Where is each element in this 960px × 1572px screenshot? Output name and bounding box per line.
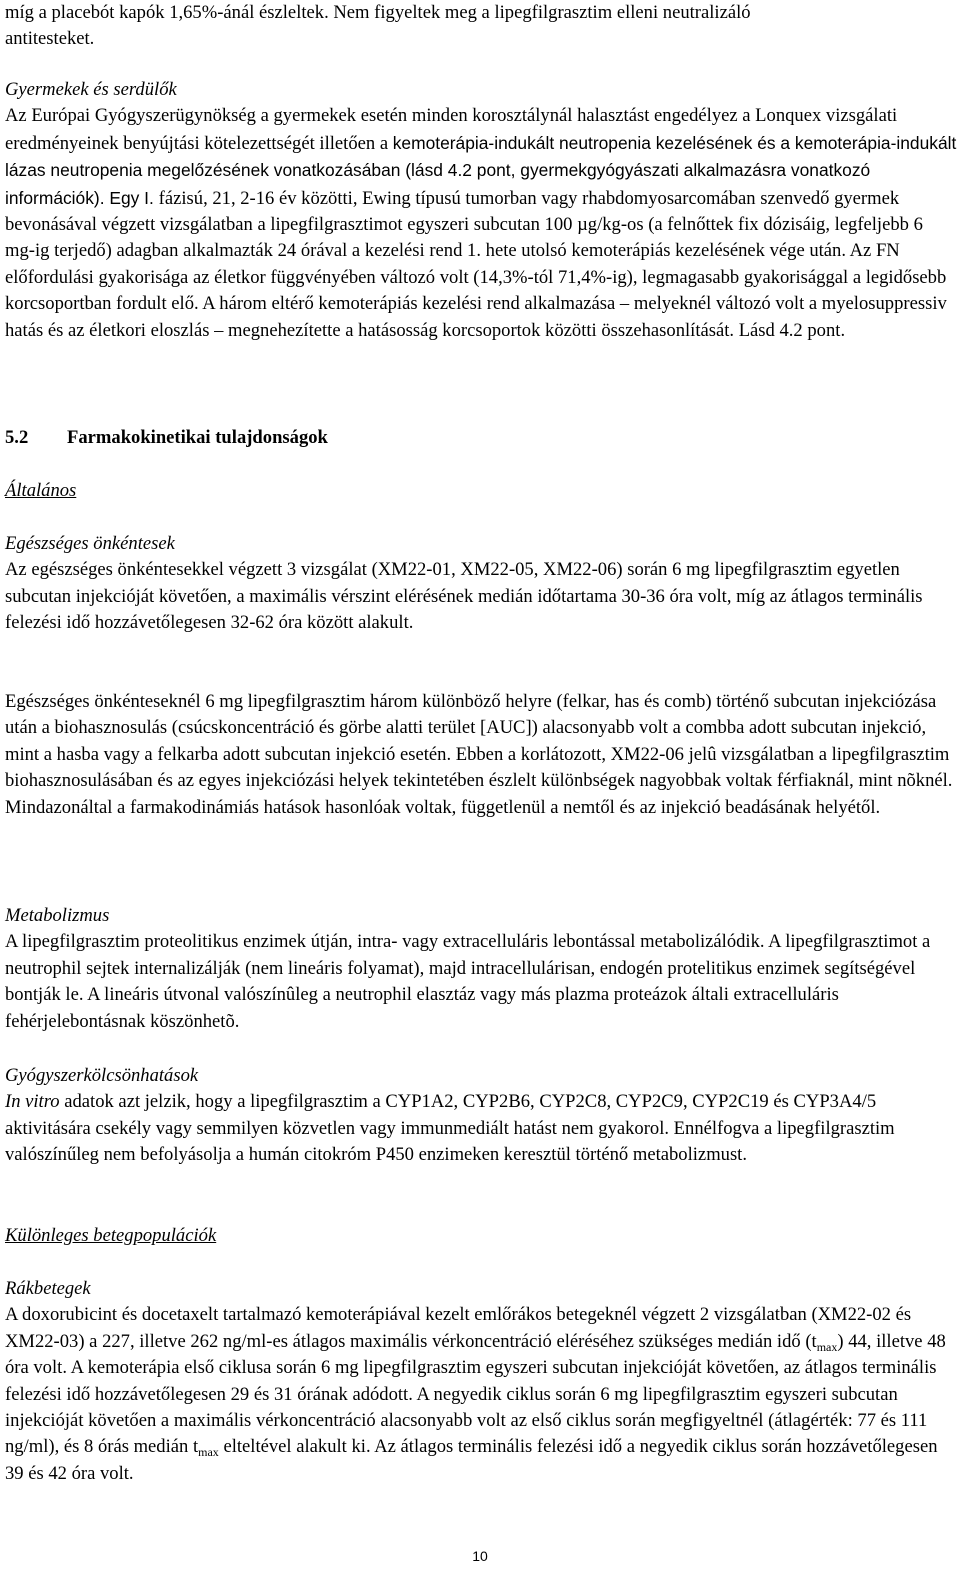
pediatric-paragraph (5, 103, 957, 344)
pediatric-heading: Gyermekek és serdülők (5, 79, 177, 100)
cancer-patients-heading: Rákbetegek (5, 1278, 91, 1299)
intro-line-1: míg a placebót kapók 1,65%-ánál észleltek. Nem figyeltek meg a lipegfilgrasztim elleni neutralizáló (5, 2, 751, 23)
healthy-volunteers-block (5, 531, 957, 637)
interactions-block (5, 1063, 957, 1169)
tmax-subscript-2: max (198, 1445, 219, 1460)
page-number: 10 (472, 1548, 488, 1564)
intro-paragraph (5, 0, 957, 53)
cancer-patients-paragraph (5, 1302, 957, 1487)
metabolism-block (5, 903, 957, 1035)
pediatric-text-serif: Az Európai Gyógyszerügynökség a gyermekek esetén minden korosztálynál halasztást engedélyez a Lonquex vizsgálati eredményeinek benyújtási kötelezettségét illetően a (5, 105, 898, 154)
section-title: Farmakokinetikai tulajdonságok (67, 427, 328, 448)
cancer-patients-block (5, 1276, 957, 1487)
section-heading (5, 425, 957, 451)
general-heading: Általános (5, 480, 77, 501)
general-heading-block (5, 478, 957, 504)
metabolism-paragraph: A lipegfilgrasztim proteolitikus enzimek útján, intra- vagy extracelluláris lebontással metabolizálódik. A lipegfilgrasztimot a neutrophil sejtek internalizálják (nem lineáris folyamat), majd intracellulárisan, endogén protelitikus enzimek segítségével bontják le. A lineáris útvonal valószínûleg a neutrophil elasztáz vagy más plazma proteázok általi extracelluláris fehérjelebontásnak köszönhetõ. (5, 931, 931, 1032)
cancer-text-b: ) 44, illetve 48 óra volt. A kemoterápia első ciklusa során 6 mg lipegfilgrasztim egyszeri subcutan injekcióját követően, az átlagos terminális felezési idő hozzávetőlegesen 29 és 31 órának adódott. A negyedik ciklus során 6 mg lipegfilgrasztim egyszeri subcutan injekcióját követően a maximális vérkoncentráció alacsonyabb volt az első ciklus során megfigyeltnél (átlagérték: 77 és 111 ng/ml), és 8 órás medián t (5, 1330, 946, 1458)
interactions-paragraph (5, 1089, 957, 1168)
pediatric-section (5, 77, 957, 344)
interactions-text: adatok azt jelzik, hogy a lipegfilgrasztim a CYP1A2, CYP2B6, CYP2C8, CYP2C9, CYP2C19 és CYP3A4/5 aktivitására csekély vagy semmilyen közvetlen vagy immunmediált hatást nem gyakorol. Ennélfogva a lipegfilgrasztim valószínűleg nem befolyásolja a humán citokróm P450 enzimeken keresztül történő metabolizmust. (5, 1091, 895, 1166)
intro-line-2: antitesteket. (5, 28, 95, 50)
bioavailability-block (5, 689, 957, 821)
metabolism-heading: Metabolizmus (5, 905, 110, 926)
special-populations-heading-block (5, 1223, 957, 1249)
pediatric-text-rest: fázisú, 21, 2-16 év közötti, Ewing típusú tumorban vagy rhabdomyosarcomában szenvedő gyermek bevonásával végzett vizsgálatban a lipegfilgrasztimot egyszeri subcutan 100 µg/kg-os (a felnőttek fix dózisáig, legfeljebb 6 mg-ig terjedő) adagban alkalmazták 24 órával a kezelési rend 1. hete utolsó kemoterápiás kezelésének vége után. Az FN előfordulási gyakorisága az életkor függvényében változó volt (14,3%-tól 71,4%-ig), legmagasabb gyakorisággal a legidősebb korcsoportban fordult elő. A három eltérő kemoterápiás kezelési rend alkalmazása – melyeknél változó volt a myelosuppressiv hatás és az életkori eloszlás – megnehezítette a hatásosság korcsoportok közötti összehasonlítását. Lásd 4.2 pont. (5, 187, 947, 341)
special-populations-heading: Különleges betegpopulációk (5, 1225, 217, 1246)
healthy-volunteers-paragraph: Az egészséges önkéntesekkel végzett 3 vizsgálat (XM22-01, XM22-05, XM22-06) során 6 mg lipegfilgrasztim egyetlen subcutan injekcióját követően, a maximális vérszint elérésének medián időtartama 30-36 óra volt, míg az átlagos terminális felezési idő hozzávetőlegesen 32-62 óra között alakult. (5, 559, 923, 634)
cancer-text-a: A doxorubicint és docetaxelt tartalmazó kemoterápiával kezelt emlőrákos betegeknél végzett 2 vizsgálatban (XM22-02 és XM22-03) a 227, illetve 262 ng/ml-es átlagos maximális vérkoncentráció eléréséhez szükséges medián idő (t (5, 1304, 912, 1352)
bioavailability-paragraph: Egészséges önkénteseknél 6 mg lipegfilgrasztim három különböző helyre (felkar, has és comb) történő subcutan injekciózása után a biohasznosulás (csúcskoncentráció és görbe alatti terület [AUC]) alacsonyabb volt a combba adott subcutan injekció, mint a hasba vagy a felkarba adott subcutan injekció esetén. Ebben a korlátozott, XM22-06 jelû vizsgálatban a lipegfilgrasztim biohasznosulásában és az egyes injekciózási helyek tekintetében észlelt különbségek nagyobbak voltak férfiaknál, mint nõknél. Mindazonáltal a farmakodinámiás hatások hasonlóak voltak, függetlenül a nemtől és az injekció beadásának helyétől. (5, 691, 953, 818)
interactions-heading: Gyógyszerkölcsönhatások (5, 1065, 199, 1086)
healthy-volunteers-heading: Egészséges önkéntesek (5, 533, 175, 554)
section-number: 5.2 (5, 427, 29, 448)
tmax-subscript-1: max (816, 1339, 838, 1354)
in-vitro-text: In vitro (5, 1091, 60, 1113)
cancer-text-c: elteltével alakult ki. Az átlagos terminális felezési idő a negyedik ciklus során hozzávetőlegesen 39 és 42 óra volt. (5, 1436, 938, 1484)
pediatric-text-sans: kemoterápia-indukált neutropenia kezelésének és a kemoterápia-indukált lázas neutropenia megelőzésének vonatkozásában (lásd 4.2 pont, gyermekgyógyászati alkalmazásra vonatkozó információk). Egy I. (5, 132, 957, 208)
